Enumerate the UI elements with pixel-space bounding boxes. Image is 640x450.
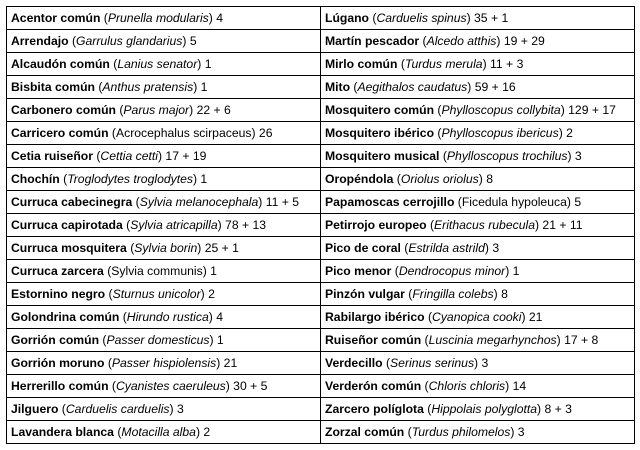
species-scientific-name: Serinus serinus: [390, 356, 475, 370]
species-cell: [321, 306, 635, 329]
species-count: ) 78 + 13: [217, 218, 267, 232]
species-cell: [7, 76, 321, 99]
species-scientific-name: Sylvia borin: [134, 241, 198, 255]
species-count: ) 1: [202, 264, 217, 278]
species-paren-open: (: [104, 356, 112, 370]
species-scientific-name: Cyanopica cooki: [432, 310, 522, 324]
species-count: ) 21: [216, 356, 238, 370]
species-scientific-name: Passer domesticus: [106, 333, 210, 347]
species-scientific-name: Anthus pratensis: [102, 80, 194, 94]
species-scientific-name: Prunella modularis: [107, 11, 209, 25]
species-scientific-name: Phylloscopus ibericus: [441, 126, 559, 140]
species-table-body: [7, 7, 635, 444]
species-paren-open: (: [421, 379, 429, 393]
species-paren-open: (: [434, 103, 442, 117]
species-cell: [7, 375, 321, 398]
species-common-name: Pico de coral: [325, 241, 401, 255]
species-common-name: Mosquitero musical: [325, 149, 440, 163]
species-paren-open: (: [439, 149, 447, 163]
table-row: [7, 214, 635, 237]
table-row: [7, 168, 635, 191]
species-count: ) 3: [169, 402, 184, 416]
table-row: [7, 76, 635, 99]
species-scientific-name: Chloris chloris: [428, 379, 506, 393]
species-paren-open: (: [423, 402, 432, 416]
species-cell: [321, 398, 635, 421]
species-count: ) 17 + 19: [157, 149, 207, 163]
species-count: ) 4: [208, 11, 224, 25]
species-common-name: Mirlo común: [325, 57, 398, 71]
species-common-name: Zarcero políglota: [325, 402, 424, 416]
species-scientific-name: Estrilda astrild: [408, 241, 485, 255]
species-count: ) 2: [195, 425, 211, 439]
species-common-name: Verdecillo: [325, 356, 383, 370]
species-scientific-name: Passer hispiolensis: [111, 356, 217, 370]
species-count: ) 1: [193, 80, 208, 94]
species-scientific-name: Cettia cetti: [100, 149, 158, 163]
species-scientific-name: Parus major: [123, 103, 190, 117]
species-cell: [321, 260, 635, 283]
species-count: ) 3: [484, 241, 500, 255]
species-paren-open: (: [105, 287, 113, 301]
species-common-name: Mosquitero ibérico: [325, 126, 435, 140]
species-common-name: Zorzal común: [325, 425, 405, 439]
species-common-name: Carricero común: [11, 126, 109, 140]
species-cell: [321, 30, 635, 53]
species-paren-open: (: [103, 264, 112, 278]
species-paren-open: (: [68, 34, 77, 48]
species-count: ) 30 + 5: [225, 379, 268, 393]
species-common-name: Papamoscas cerrojillo: [325, 195, 455, 209]
species-common-name: Petirrojo europeo: [325, 218, 427, 232]
species-common-name: Mito: [325, 80, 351, 94]
species-paren-open: (: [397, 57, 405, 71]
species-paren-open: (: [92, 149, 101, 163]
species-paren-open: (: [393, 172, 401, 186]
species-scientific-name: Sylvia melanocephala: [139, 195, 259, 209]
species-paren-open: (: [426, 218, 435, 232]
table-row: [7, 329, 635, 352]
species-scientific-name: Phylloscopus trochilus: [446, 149, 568, 163]
species-common-name: Herrerillo común: [11, 379, 109, 393]
species-cell: [7, 398, 321, 421]
species-paren-open: (: [59, 172, 68, 186]
species-cell: [7, 191, 321, 214]
species-count: ) 5: [566, 195, 582, 209]
species-scientific-name: Oriolus oriolus: [400, 172, 479, 186]
table-row: [7, 53, 635, 76]
species-scientific-name: Motacilla alba: [121, 425, 196, 439]
species-cell: [7, 168, 321, 191]
species-scientific-name: Carduelis carduelis: [65, 402, 170, 416]
species-paren-open: (: [99, 333, 107, 347]
species-count: ) 5: [182, 34, 197, 48]
species-count: ) 11 + 3: [482, 57, 524, 71]
species-count: ) 2: [558, 126, 573, 140]
species-paren-open: (: [119, 310, 127, 324]
species-common-name: Bisbita común: [11, 80, 95, 94]
species-cell: [321, 99, 635, 122]
species-cell: [7, 306, 321, 329]
species-scientific-name: Fringilla colebs: [412, 287, 494, 301]
species-common-name: Lavandera blanca: [11, 425, 114, 439]
species-scientific-name: Troglodytes troglodytes: [67, 172, 193, 186]
species-count: ) 3: [474, 356, 489, 370]
species-scientific-name: Aegithalos caudatus: [357, 80, 468, 94]
species-cell: [7, 421, 321, 444]
species-common-name: Estornino negro: [11, 287, 106, 301]
species-scientific-name: Lanius senator: [117, 57, 198, 71]
table-row: [7, 375, 635, 398]
species-count: ) 59 + 16: [467, 80, 516, 94]
species-paren-open: (: [100, 11, 108, 25]
species-scientific-name: Garrulus glandarius: [76, 34, 183, 48]
species-common-name: Arrendajo: [11, 34, 69, 48]
species-scientific-name: Sylvia atricapilla: [130, 218, 218, 232]
species-cell: [321, 7, 635, 30]
species-count: ) 17 + 8: [556, 333, 599, 347]
table-row: [7, 237, 635, 260]
species-cell: [321, 122, 635, 145]
species-count: ) 1: [505, 264, 520, 278]
species-paren-open: (: [109, 57, 118, 71]
species-count: ) 22 + 6: [189, 103, 231, 117]
species-common-name: Curruca mosquitera: [11, 241, 127, 255]
species-cell: [7, 260, 321, 283]
species-scientific-name: Turdus merula: [404, 57, 483, 71]
table-row: [7, 191, 635, 214]
species-cell: [321, 329, 635, 352]
species-cell: [321, 145, 635, 168]
species-paren-open: (: [94, 80, 103, 94]
species-count: ) 14: [505, 379, 527, 393]
table-row: [7, 352, 635, 375]
table-row: [7, 421, 635, 444]
species-common-name: Verderón común: [325, 379, 422, 393]
species-paren-open: (: [132, 195, 140, 209]
species-count: ) 8: [493, 287, 508, 301]
table-row: [7, 283, 635, 306]
species-count: ) 3: [567, 149, 582, 163]
species-cell: [321, 168, 635, 191]
species-cell: [321, 53, 635, 76]
species-common-name: Oropéndola: [325, 172, 394, 186]
table-row: [7, 398, 635, 421]
species-paren-open: (: [369, 11, 377, 25]
species-common-name: Gorrión moruno: [11, 356, 105, 370]
table-row: [7, 99, 635, 122]
species-count: ) 1: [197, 57, 212, 71]
species-count: ) 1: [192, 172, 208, 186]
species-count: ) 35 + 1: [466, 11, 509, 25]
species-cell: [321, 421, 635, 444]
species-count: ) 8 + 3: [537, 402, 572, 416]
species-scientific-name: Ficedula hypoleuca: [461, 195, 567, 209]
species-paren-open: (: [113, 425, 122, 439]
species-cell: [7, 145, 321, 168]
species-paren-open: (: [115, 103, 124, 117]
species-common-name: Curruca capirotada: [11, 218, 123, 232]
species-common-name: Mosquitero común: [325, 103, 435, 117]
species-cell: [7, 214, 321, 237]
species-cell: [7, 329, 321, 352]
species-cell: [7, 7, 321, 30]
species-scientific-name: Hirundo rustica: [126, 310, 209, 324]
table-row: [7, 306, 635, 329]
species-common-name: Curruca cabecinegra: [11, 195, 133, 209]
species-paren-open: (: [382, 356, 391, 370]
species-scientific-name: Dendrocopus minor: [398, 264, 506, 278]
species-scientific-name: Sturnus unicolor: [112, 287, 201, 301]
species-paren-open: (: [421, 333, 429, 347]
species-common-name: Cetia ruiseñor: [11, 149, 93, 163]
species-common-name: Lúgano: [325, 11, 370, 25]
species-cell: [7, 99, 321, 122]
species-scientific-name: Erithacus rubecula: [434, 218, 535, 232]
species-common-name: Curruca zarcera: [11, 264, 104, 278]
species-common-name: Alcaudón común: [11, 57, 110, 71]
species-cell: [321, 283, 635, 306]
species-paren-open: (: [454, 195, 462, 209]
species-paren-open: (: [58, 402, 66, 416]
species-count: ) 2: [200, 287, 215, 301]
species-common-name: Jilguero: [11, 402, 59, 416]
species-scientific-name: Turdus philomelos: [411, 425, 511, 439]
species-scientific-name: Sylvia communis: [111, 264, 203, 278]
species-common-name: Golondrina común: [11, 310, 120, 324]
species-cell: [321, 237, 635, 260]
table-row: [7, 145, 635, 168]
species-cell: [7, 30, 321, 53]
species-common-name: Pinzón vulgar: [325, 287, 405, 301]
species-count: ) 21 + 11: [534, 218, 583, 232]
species-paren-open: (: [108, 379, 116, 393]
species-paren-open: (: [404, 425, 412, 439]
species-common-name: Acentor común: [11, 11, 101, 25]
species-paren-open: (: [126, 241, 135, 255]
species-count: ) 21: [521, 310, 543, 324]
species-common-name: Pico menor: [325, 264, 392, 278]
species-common-name: Chochín: [11, 172, 60, 186]
species-cell: [321, 76, 635, 99]
species-paren-open: (: [424, 310, 433, 324]
species-common-name: Ruiseñor común: [325, 333, 422, 347]
species-scientific-name: Phylloscopus collybita: [441, 103, 561, 117]
species-count: ) 129 + 17: [560, 103, 616, 117]
species-cell: [7, 283, 321, 306]
species-scientific-name: Cyanistes caeruleus: [115, 379, 226, 393]
species-paren-open: (: [404, 287, 413, 301]
species-count: ) 4: [208, 310, 223, 324]
table-row: [7, 122, 635, 145]
species-table: [6, 6, 635, 444]
species-cell: [7, 352, 321, 375]
species-cell: [321, 352, 635, 375]
species-count: ) 11 + 5: [258, 195, 300, 209]
species-cell: [7, 237, 321, 260]
table-row: [7, 260, 635, 283]
table-row: [7, 7, 635, 30]
species-cell: [321, 214, 635, 237]
species-common-name: Rabilargo ibérico: [325, 310, 425, 324]
species-common-name: Carbonero común: [11, 103, 116, 117]
species-scientific-name: Alcedo atthis: [426, 34, 497, 48]
species-scientific-name: Luscinia megarhynchos: [428, 333, 557, 347]
species-paren-open: (: [419, 34, 427, 48]
species-paren-open: (: [391, 264, 399, 278]
species-cell: [7, 122, 321, 145]
species-paren-open: (: [400, 241, 409, 255]
species-cell: [321, 375, 635, 398]
species-paren-open: (: [434, 126, 442, 140]
species-scientific-name: Acrocephalus scirpaceus: [115, 126, 252, 140]
species-scientific-name: Carduelis spinus: [376, 11, 467, 25]
species-common-name: Martín pescador: [325, 34, 420, 48]
species-paren-open: (: [350, 80, 358, 94]
table-row: [7, 30, 635, 53]
species-common-name: Gorrión común: [11, 333, 100, 347]
species-paren-open: (: [122, 218, 131, 232]
species-count: ) 19 + 29: [496, 34, 545, 48]
species-count: ) 1: [209, 333, 224, 347]
species-paren-open: (: [108, 126, 116, 140]
species-count: ) 25 + 1: [197, 241, 239, 255]
species-count: ) 26: [251, 126, 273, 140]
species-count: ) 3: [510, 425, 525, 439]
species-cell: [7, 53, 321, 76]
species-count: ) 8: [478, 172, 493, 186]
species-cell: [321, 191, 635, 214]
species-scientific-name: Hippolais polyglotta: [431, 402, 538, 416]
